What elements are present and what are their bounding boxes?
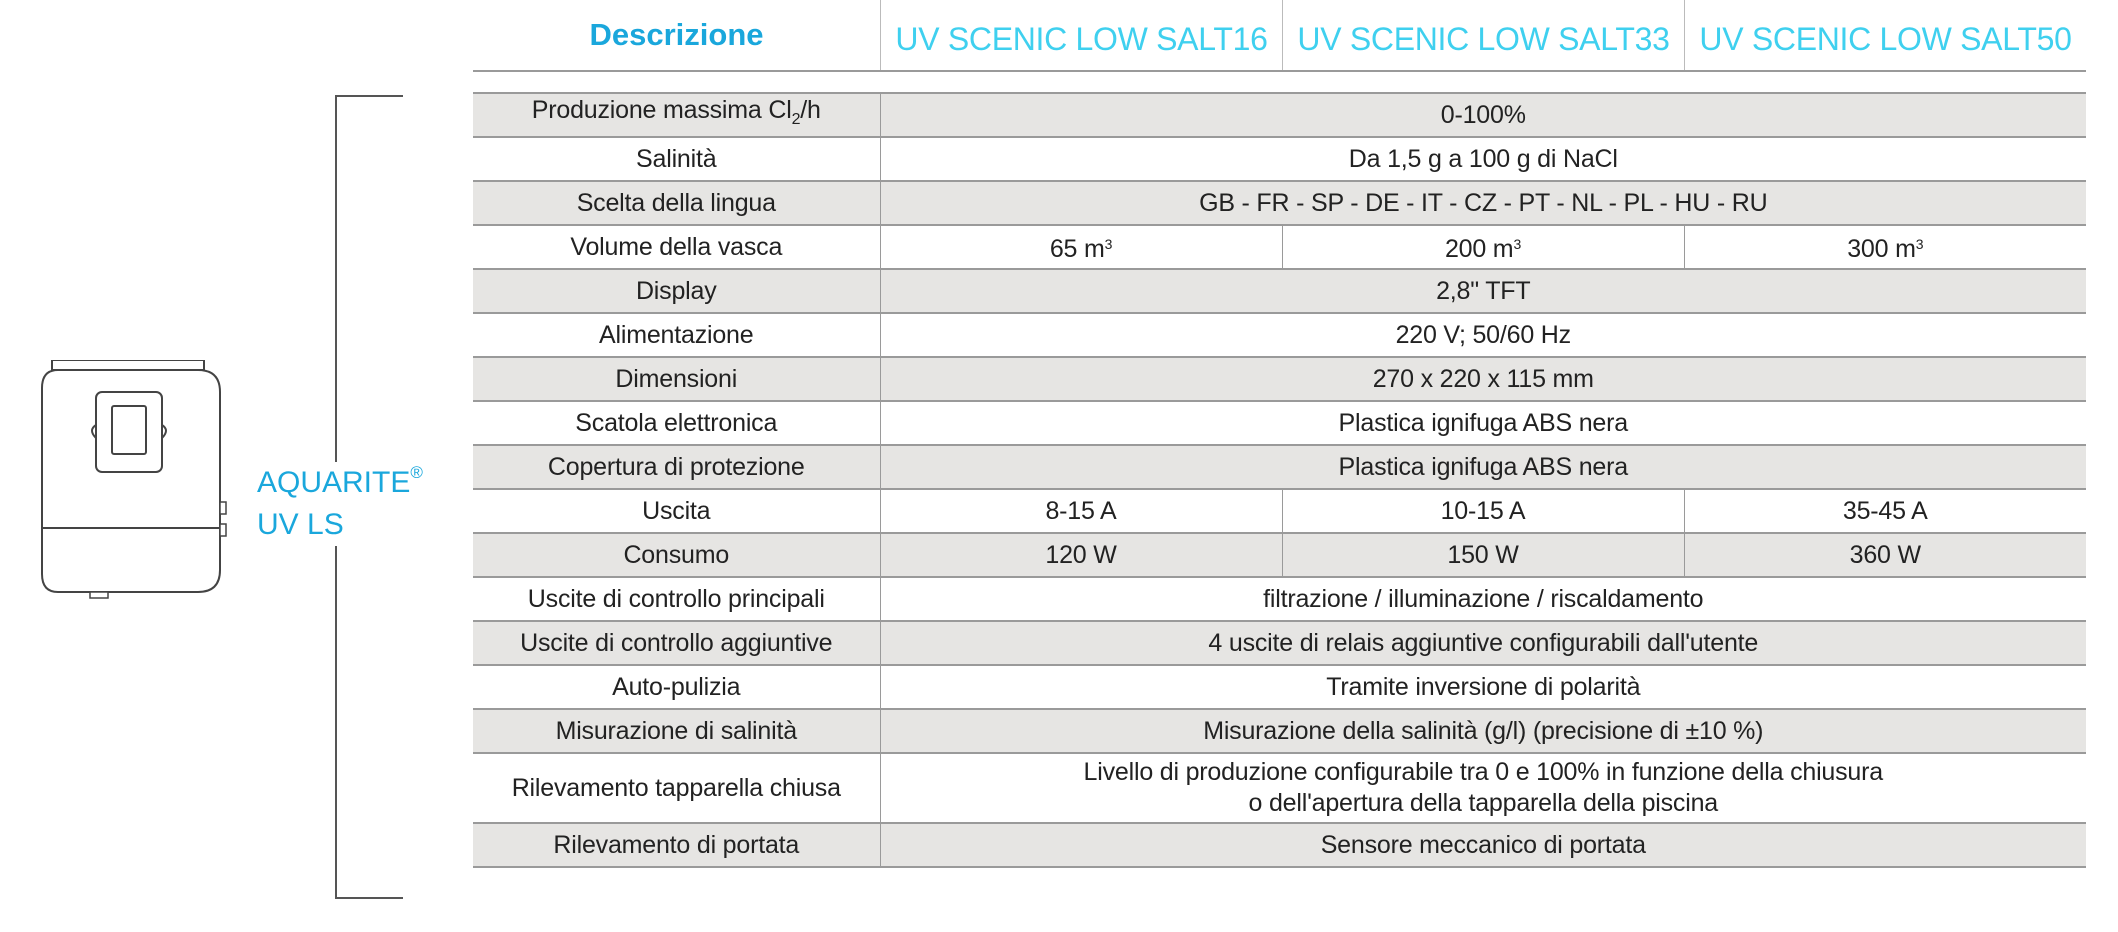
brand-line2: UV LS [257,508,344,541]
row-label: Uscita [473,489,880,533]
row-value-model-3: 360 W [1684,533,2086,577]
spec-table [473,92,2086,868]
table-row [473,489,2086,533]
row-label: Dimensioni [473,357,880,401]
row-value: 220 V; 50/60 Hz [880,313,2086,357]
row-label: Display [473,269,880,313]
table-row [473,665,2086,709]
row-value: 0-100% [880,93,2086,137]
table-row [473,137,2086,181]
row-label: Scatola elettronica [473,401,880,445]
header-description: Descrizione [589,17,764,52]
row-value-model-2: 150 W [1282,533,1684,577]
row-value: Tramite inversione di polarità [880,665,2086,709]
table-row [473,533,2086,577]
row-value-model-3: 300 $m^3$ [1684,225,2086,269]
row-label: Rilevamento tapparella chiusa [473,753,880,823]
row-label: Misurazione di salinità [473,709,880,753]
table-row [473,93,2086,137]
product-brand [257,462,427,546]
table-row [473,401,2086,445]
table-row [473,753,2086,823]
chlorinator-device-icon [38,360,228,600]
table-row [473,357,2086,401]
table-header [473,0,2086,72]
row-value: filtrazione / illuminazione / riscaldamento [880,577,2086,621]
table-row [473,445,2086,489]
row-value-model-2: 10-15 A [1282,489,1684,533]
row-value: 270 x 220 x 115 mm [880,357,2086,401]
header-model-1: UV SCENIC LOW SALT16 [880,0,1282,70]
row-label: Rilevamento di portata [473,823,880,867]
row-label: Scelta della lingua [473,181,880,225]
table-row [473,823,2086,867]
row-value: Plastica ignifuga ABS nera [880,401,2086,445]
row-label: Produzione massima $Cl_2/h$ [473,93,880,137]
row-value-model-1: 120 W [880,533,1282,577]
table-row [473,709,2086,753]
row-label: Volume della vasca [473,225,880,269]
row-value: GB - FR - SP - DE - IT - CZ - PT - NL - PL - HU - RU [880,181,2086,225]
registered-mark: ® [410,463,423,482]
row-label: Consumo [473,533,880,577]
row-value: Livello di produzione configurabile tra 0 e 100% in funzione della chiusura o dell'apertura della tapparella della piscina [880,753,2086,823]
table-row [473,577,2086,621]
row-label: Auto-pulizia [473,665,880,709]
table-row [473,621,2086,665]
row-value: 2,8" TFT [880,269,2086,313]
brand-name: AQUARITE [257,466,411,499]
table-row [473,225,2086,269]
row-value: 4 uscite di relais aggiuntive configurabili dall'utente [880,621,2086,665]
table-row [473,181,2086,225]
header-model-2: UV SCENIC LOW SALT33 [1282,0,1684,70]
table-row [473,313,2086,357]
row-value-model-1: 65 $m^3$ [880,225,1282,269]
table-row [473,269,2086,313]
row-value: Sensore meccanico di portata [880,823,2086,867]
row-label: Alimentazione [473,313,880,357]
row-label: Copertura di protezione [473,445,880,489]
row-value: Plastica ignifuga ABS nera [880,445,2086,489]
header-model-3: UV SCENIC LOW SALT50 [1684,0,2086,70]
row-value: Misurazione della salinità (g/l) (precisione di ±10 %) [880,709,2086,753]
row-label: Uscite di controllo principali [473,577,880,621]
row-label: Uscite di controllo aggiuntive [473,621,880,665]
row-value-model-2: 200 $m^3$ [1282,225,1684,269]
row-label: Salinità [473,137,880,181]
row-value-model-1: 8-15 A [880,489,1282,533]
row-value-model-3: 35-45 A [1684,489,2086,533]
row-value: Da 1,5 g a 100 g di NaCl [880,137,2086,181]
